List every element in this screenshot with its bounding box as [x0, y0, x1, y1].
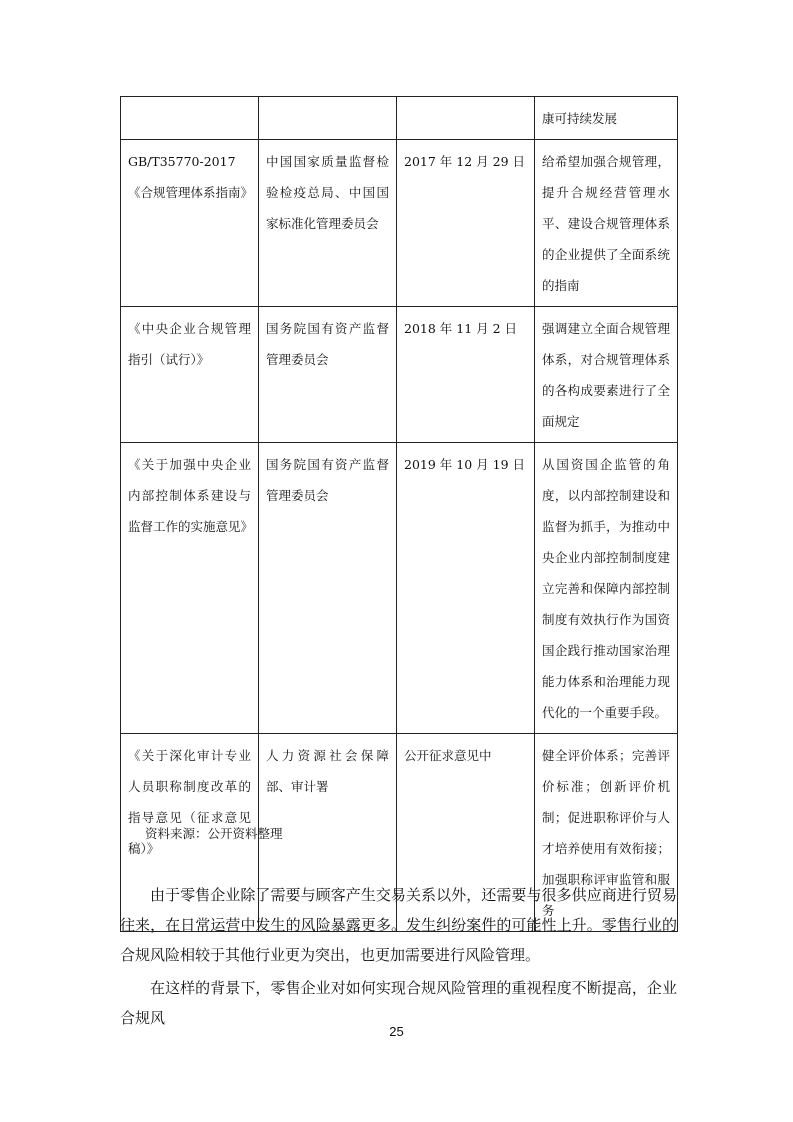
table-row — [121, 140, 678, 307]
content-cell: 康可持续发展 — [535, 97, 678, 140]
body-paragraph: 由于零售企业除了需要与顾客产生交易关系以外，还需要与很多供应商进行贸易往来，在日常运营中发生的风险暴露更多。发生纠纷案件的可能性上升。零售行业的合规风险相较于其他行业更为突出，也更加需要进行风险管理。 — [120, 886, 677, 964]
regulation-name-cell: 《中央企业合规管理指引（试行）》 — [121, 307, 259, 443]
table-row — [121, 307, 678, 443]
date-cell: 2019 年 10 月 19 日 — [397, 443, 535, 734]
regulation-name-cell: GB/T35770-2017《合规管理体系指南》 — [121, 140, 259, 307]
issuer-cell: 人力资源社会保障部、审计署 — [259, 734, 397, 932]
issuer-cell: 国务院国有资产监督管理委员会 — [259, 443, 397, 734]
content-cell: 给希望加强合规管理，提升合规经营管理水平、建设合规管理体系的企业提供了全面系统的指南 — [535, 140, 678, 307]
content-cell: 强调建立全面合规管理体系，对合规管理体系的各构成要素进行了全面规定 — [535, 307, 678, 443]
table-source-note: 资料来源：公开资料整理 — [145, 826, 283, 841]
issuer-cell: 国务院国有资产监督管理委员会 — [259, 307, 397, 443]
body-paragraph: 在这样的背景下，零售企业对如何实现合规风险管理的重视程度不断提高，企业合规风 — [120, 979, 677, 1027]
regulation-name-cell — [121, 97, 259, 140]
regulations-table — [120, 96, 678, 932]
issuer-cell: 中国国家质量监督检验检疫总局、中国国家标准化管理委员会 — [259, 140, 397, 307]
date-cell: 2018 年 11 月 2 日 — [397, 307, 535, 443]
regulation-name-cell: 《关于深化审计专业人员职称制度改革的指导意见（征求意见稿）》 — [121, 734, 259, 932]
table-row — [121, 443, 678, 734]
date-cell: 2017 年 12 月 29 日 — [397, 140, 535, 307]
date-cell: 公开征求意见中 — [397, 734, 535, 932]
issuer-cell — [259, 97, 397, 140]
date-cell — [397, 97, 535, 140]
table-row — [121, 97, 678, 140]
page-number: 25 — [389, 1024, 404, 1039]
content-cell: 健全评价体系；完善评价标准；创新评价机制；促进职称评价与人才培养使用有效衔接；加强职称评审监管和服务 — [535, 734, 678, 932]
regulation-name-cell: 《关于加强中央企业内部控制体系建设与监督工作的实施意见》 — [121, 443, 259, 734]
content-cell: 从国资国企监管的角度，以内部控制建设和监督为抓手，为推动中央企业内部控制制度建立完善和保障内部控制制度有效执行作为国资国企践行推动国家治理能力体系和治理能力现代化的一个重要手段。 — [535, 443, 678, 734]
